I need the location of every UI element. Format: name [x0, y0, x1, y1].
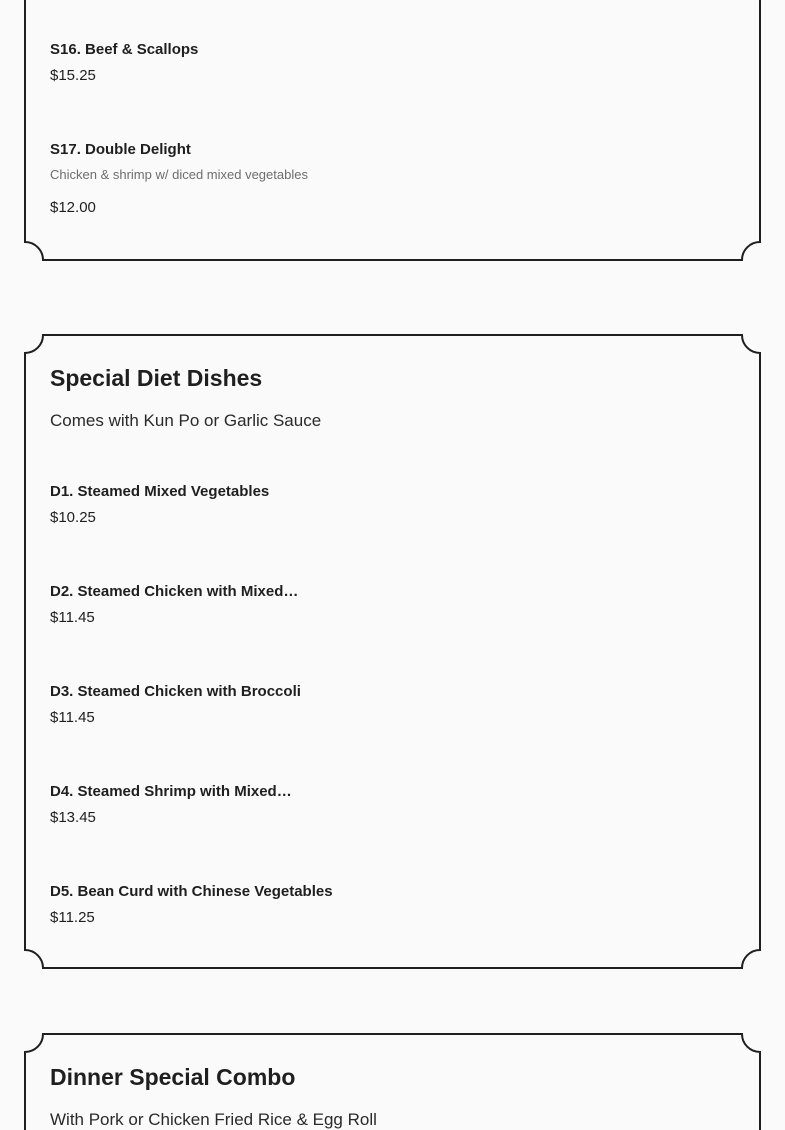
- section-subtitle: With Pork or Chicken Fried Rice & Egg Roll: [50, 1110, 377, 1129]
- menu-item[interactable]: [50, 782, 292, 828]
- item-name: S16. Beef & Scallops: [50, 41, 199, 58]
- item-price: $15.25: [50, 67, 96, 84]
- item-price: $12.00: [50, 199, 96, 216]
- item-price: $13.45: [50, 809, 96, 826]
- item-description: Chicken & shrimp w/ diced mixed vegetables: [50, 167, 308, 182]
- section-title: Dinner Special Combo: [50, 1064, 296, 1090]
- menu-section-dinner-combo: [24, 1033, 761, 1130]
- item-name: S17. Double Delight: [50, 141, 191, 158]
- menu-item[interactable]: [50, 482, 269, 528]
- item-price: $11.25: [50, 909, 95, 926]
- item-name: D3. Steamed Chicken with Broccoli: [50, 683, 301, 700]
- item-price: $11.45: [50, 609, 95, 626]
- item-name: D2. Steamed Chicken with Mixed…: [50, 583, 299, 600]
- menu-item[interactable]: [50, 582, 298, 628]
- item-price: $11.45: [50, 709, 95, 726]
- item-name: D5. Bean Curd with Chinese Vegetables: [50, 883, 333, 900]
- section-subtitle: Comes with Kun Po or Garlic Sauce: [50, 411, 322, 430]
- menu-item[interactable]: [50, 882, 333, 928]
- item-price: $10.25: [50, 509, 96, 526]
- menu-section-specials: [24, 0, 761, 270]
- menu-section-special-diet: [24, 334, 761, 970]
- menu-item[interactable]: [50, 682, 301, 728]
- section-title: Special Diet Dishes: [50, 365, 263, 391]
- item-name: D1. Steamed Mixed Vegetables: [50, 483, 270, 500]
- menu-item[interactable]: [50, 40, 198, 86]
- item-name: D4. Steamed Shrimp with Mixed…: [50, 783, 292, 800]
- menu-item[interactable]: [50, 140, 308, 218]
